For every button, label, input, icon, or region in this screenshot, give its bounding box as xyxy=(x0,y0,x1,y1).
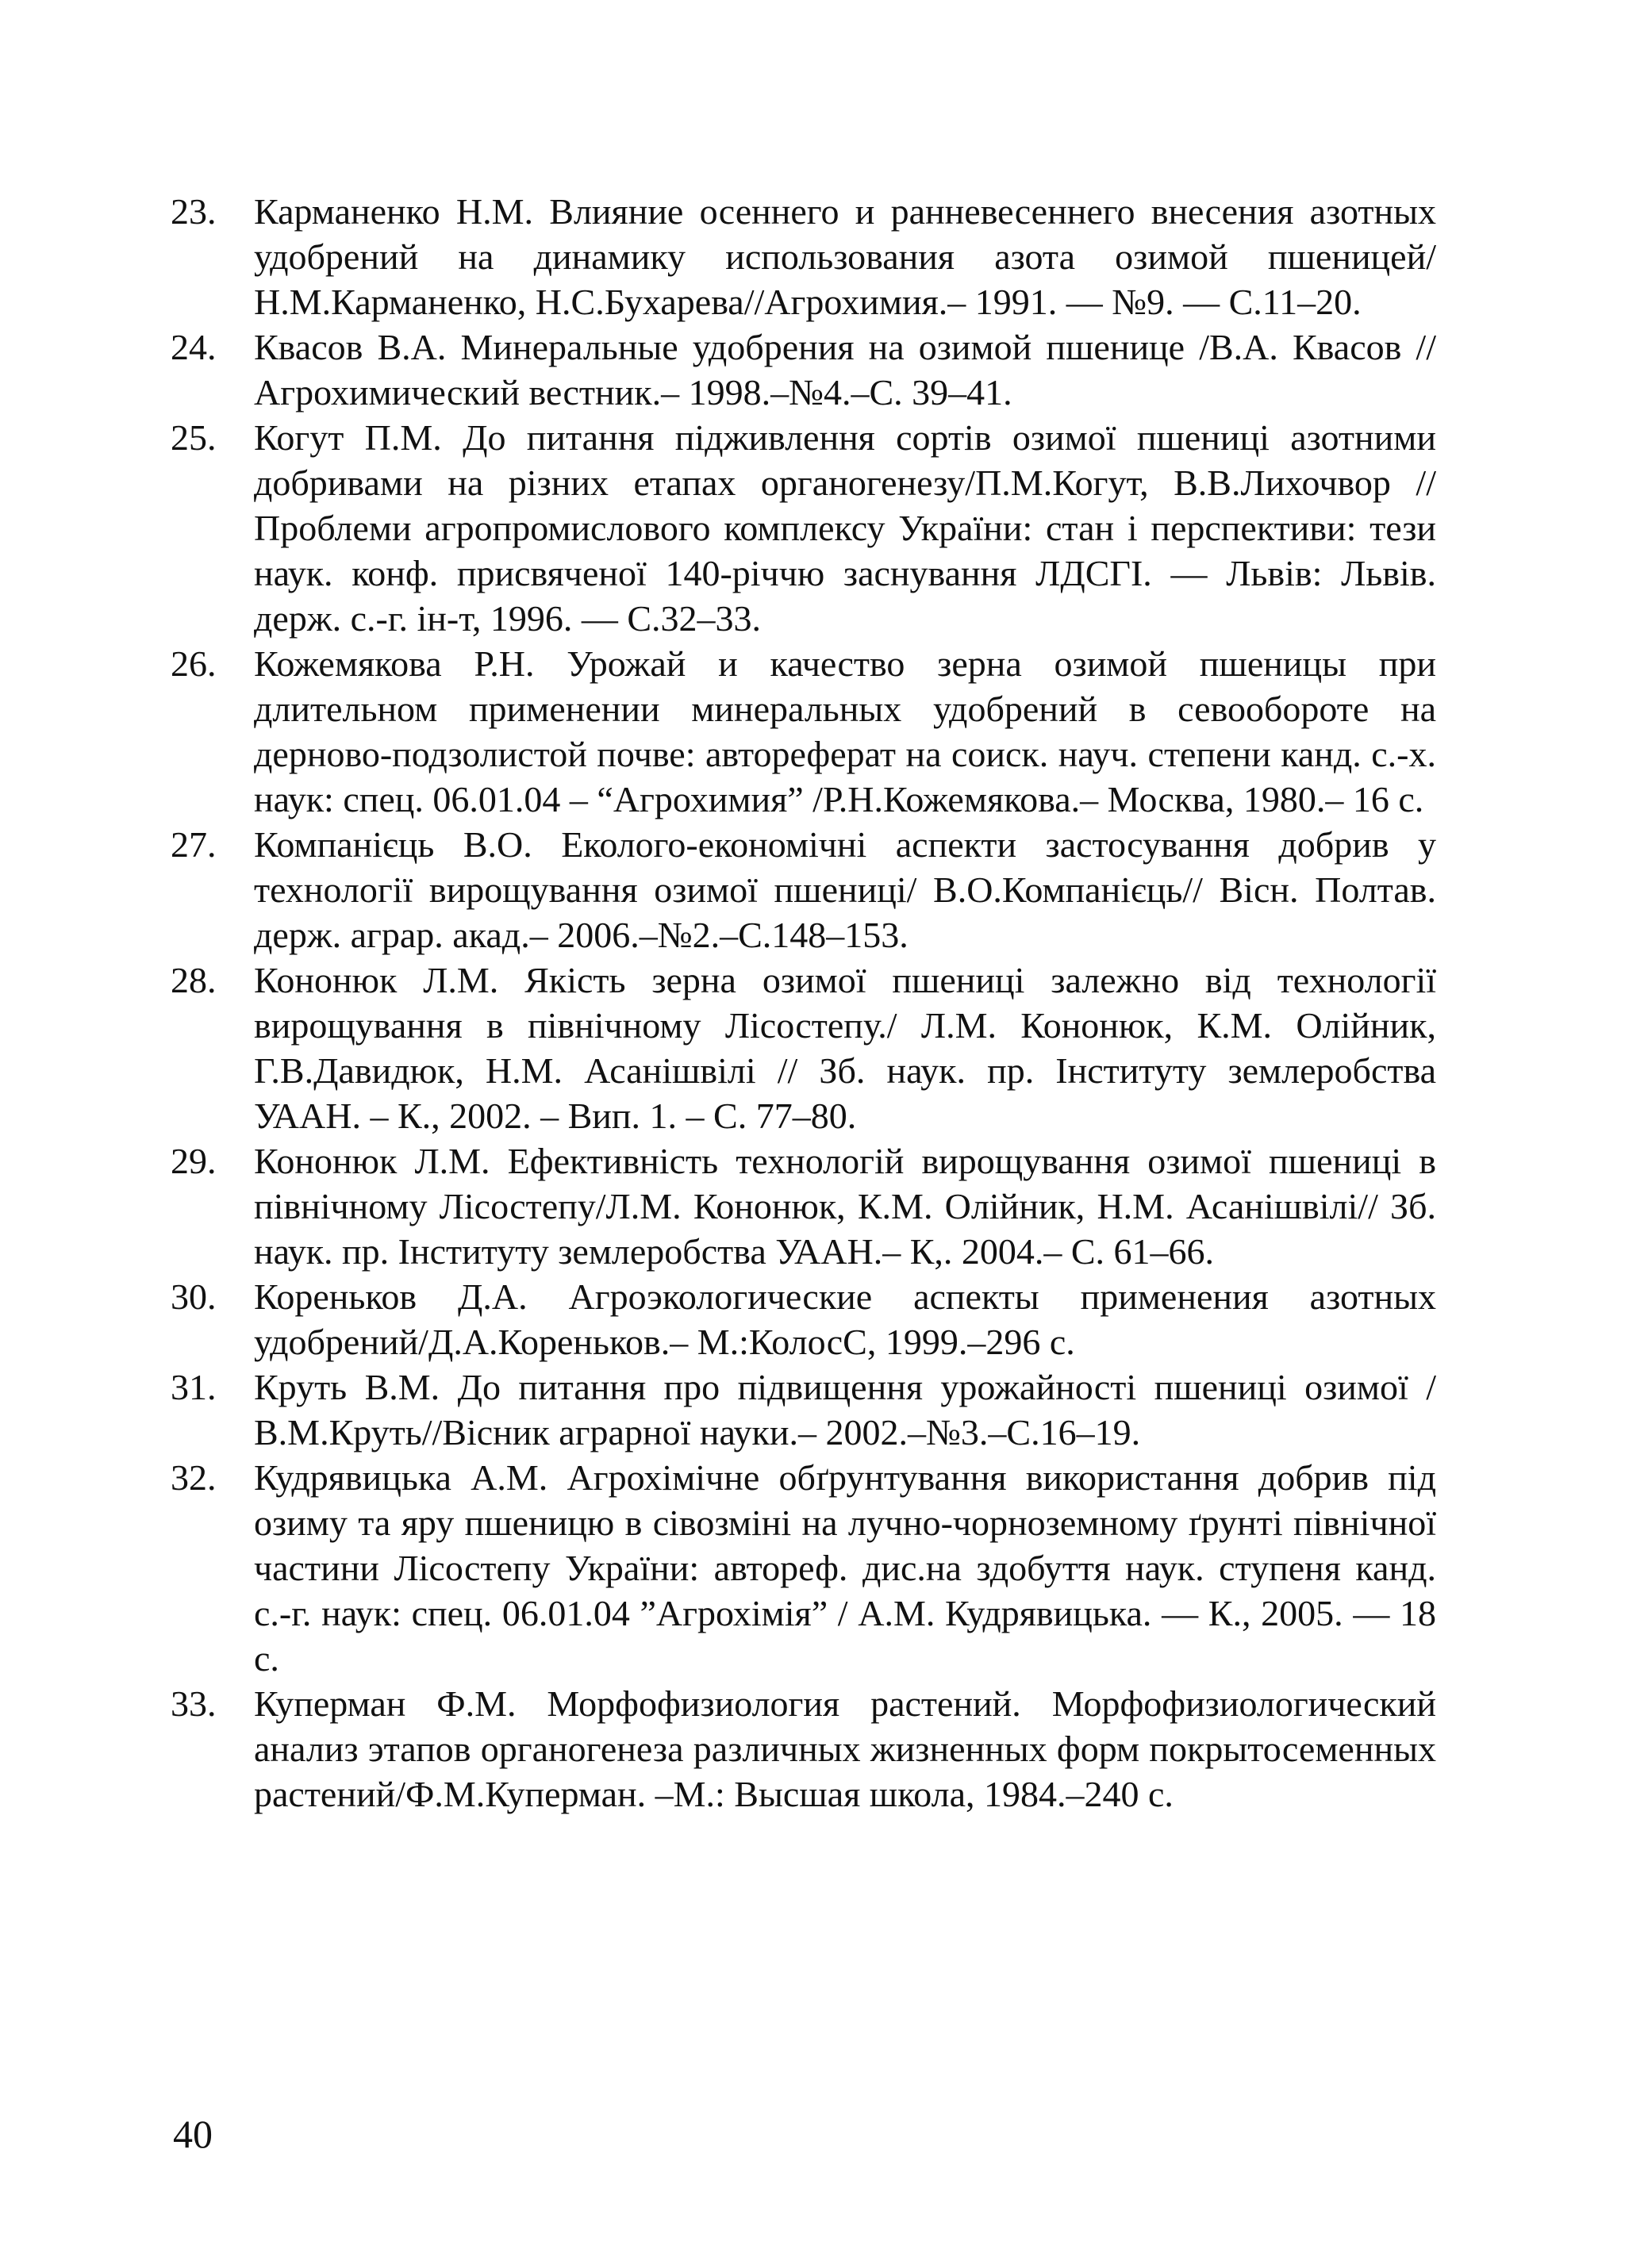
reference-number: 31. xyxy=(171,1367,217,1407)
reference-number: 23. xyxy=(171,191,217,232)
reference-item xyxy=(171,822,1436,957)
reference-number: 33. xyxy=(171,1683,217,1724)
reference-item xyxy=(171,189,1436,324)
reference-item xyxy=(171,415,1436,641)
reference-number: 26. xyxy=(171,643,217,684)
reference-number: 27. xyxy=(171,824,217,865)
reference-text: Кожемякова Р.Н. Урожай и качество зерна озимой пшеницы при длительном применении минеральных удобрений в севообороте на дерново-подзолистой почве: автореферат на соиск. науч. степени канд. с.-х. наук: спец. 06.01.04 – “Агрохимия” /Р.Н.Кожемякова.– Москва, 1980.– 16 с. xyxy=(254,643,1436,819)
reference-item xyxy=(171,1455,1436,1681)
reference-item xyxy=(171,641,1436,822)
reference-number: 25. xyxy=(171,417,217,458)
reference-text: Куперман Ф.М. Морфофизиология растений. Морфофизиологический анализ этапов органогенеза различных жизненных форм покрытосеменных растений/Ф.М.Куперман. –М.: Высшая школа, 1984.–240 с. xyxy=(254,1683,1436,1814)
reference-text: Круть В.М. До питання про підвищення урожайності пшениці озимої /В.М.Круть//Вісник аграрної науки.– 2002.–№3.–С.16–19. xyxy=(254,1367,1436,1453)
reference-item xyxy=(171,1681,1436,1817)
reference-text: Компанієць В.О. Еколого-економічні аспекти застосування добрив у технології вирощування озимої пшениці/ В.О.Компанієць// Вісн. Полтав. держ. аграр. акад.– 2006.–№2.–С.148–153. xyxy=(254,824,1436,955)
reference-number: 30. xyxy=(171,1276,217,1317)
reference-number: 28. xyxy=(171,960,217,1000)
reference-list xyxy=(171,189,1436,1817)
reference-item xyxy=(171,1274,1436,1364)
reference-item xyxy=(171,324,1436,415)
reference-text: Карманенко Н.М. Влияние осеннего и ранневесеннего внесения азотных удобрений на динамику использования азота озимой пшеницей/Н.М.Карманенко, Н.С.Бухарева//Агрохимия.– 1991. — №9. — С.11–20. xyxy=(254,191,1436,322)
reference-text: Когут П.М. До питання підживлення сортів озимої пшениці азотними добривами на різних етапах органогенезу/П.М.Когут, В.В.Лихочвор // Проблеми агропромислового комплексу України: стан і перспективи: тези наук. конф. присвяченої 140-річчю заснування ЛДСГІ. — Львів: Львів. держ. с.-г. ін-т, 1996. — С.32–33. xyxy=(254,417,1436,639)
reference-number: 24. xyxy=(171,327,217,367)
reference-text: Кореньков Д.А. Агроэкологические аспекты применения азотных удобрений/Д.А.Кореньков.– М.:КолосС, 1999.–296 с. xyxy=(254,1276,1436,1362)
reference-text: Кудрявицька А.М. Агрохімічне обґрунтування використання добрив під озиму та яру пшеницю в сівозміні на лучно-чорноземному ґрунті північної частини Лісостепу України: автореф. дис.на здобуття наук. ступеня канд. с.-г. наук: спец. 06.01.04 ”Агрохімія” / А.М. Кудрявицька. — К., 2005. — 18 с. xyxy=(254,1457,1436,1679)
reference-item xyxy=(171,957,1436,1138)
reference-item xyxy=(171,1364,1436,1455)
reference-number: 29. xyxy=(171,1141,217,1181)
reference-text: Квасов В.А. Минеральные удобрения на озимой пшенице /В.А. Квасов //Агрохимический вестник.– 1998.–№4.–С. 39–41. xyxy=(254,327,1436,413)
reference-item xyxy=(171,1138,1436,1274)
reference-text: Кононюк Л.М. Ефективність технологій вирощування озимої пшениці в північному Лісостепу/Л.М. Кононюк, К.М. Олійник, Н.М. Асанішвілі// Зб. наук. пр. Інституту землеробства УААН.– К,. 2004.– С. 61–66. xyxy=(254,1141,1436,1272)
reference-text: Кононюк Л.М. Якість зерна озимої пшениці залежно від технології вирощування в північному Лісостепу./ Л.М. Кононюк, К.М. Олійник, Г.В.Давидюк, Н.М. Асанішвілі // Зб. наук. пр. Інституту землеробства УААН. – К., 2002. – Вип. 1. – С. 77–80. xyxy=(254,960,1436,1136)
reference-number: 32. xyxy=(171,1457,217,1498)
page-number: 40 xyxy=(173,2112,213,2156)
